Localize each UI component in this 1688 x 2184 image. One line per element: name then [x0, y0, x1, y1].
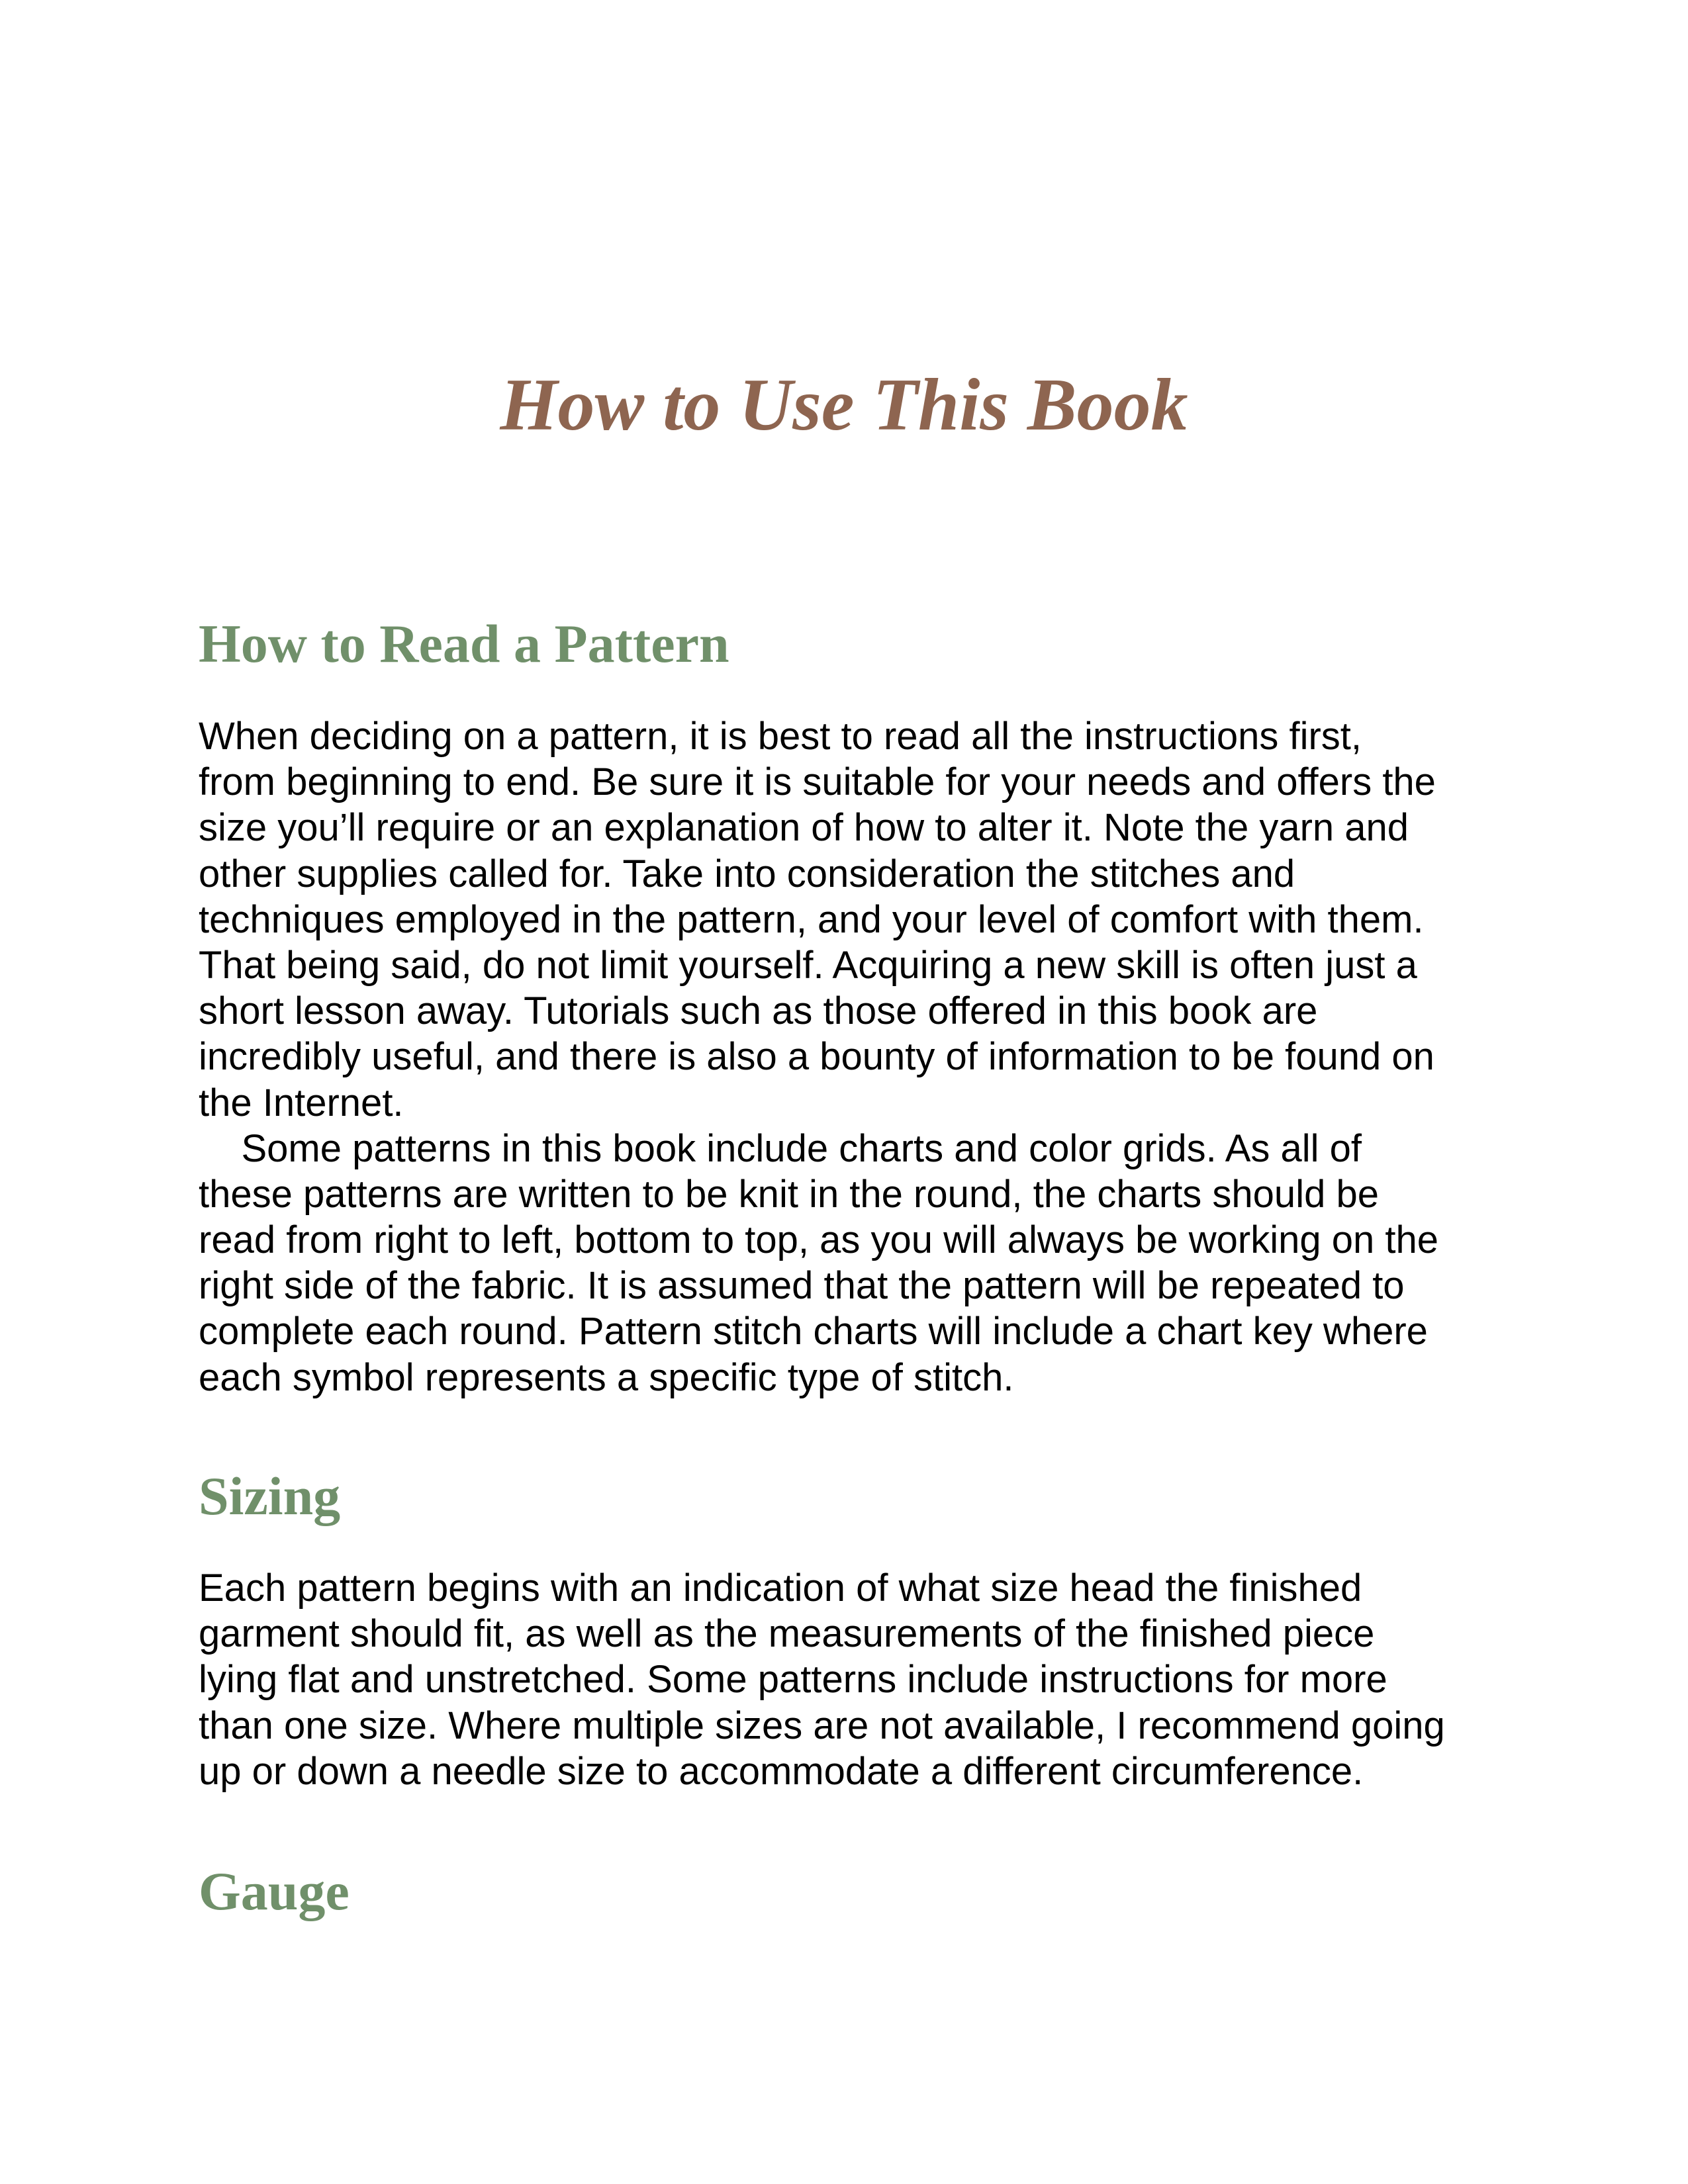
section-heading-sizing: Sizing — [199, 1466, 341, 1526]
text-line: each symbol represents a specific type of stitch. — [199, 1355, 1014, 1399]
section-body-read-pattern — [199, 713, 1438, 1400]
text-line: techniques employed in the pattern, and your level of comfort with them. — [199, 897, 1424, 941]
text-line: read from right to left, bottom to top, as you will always be working on the — [199, 1218, 1439, 1262]
text-line: other supplies called for. Take into consideration the stitches and — [199, 852, 1295, 895]
text-line: up or down a needle size to accommodate a different circumference. — [199, 1749, 1364, 1793]
text-line: complete each round. Pattern stitch charts will include a chart key where — [199, 1310, 1428, 1353]
text-line: short lesson away. Tutorials such as those offered in this book are — [199, 989, 1318, 1033]
text-line: than one size. Where multiple sizes are not available, I recommend going — [199, 1704, 1445, 1747]
section-body-sizing — [199, 1565, 1445, 1794]
section-heading-gauge: Gauge — [199, 1861, 350, 1921]
text-line: Each pattern begins with an indication of what size head the finished — [199, 1567, 1362, 1610]
text-line: these patterns are written to be knit in the round, the charts should be — [199, 1172, 1379, 1216]
text-line: That being said, do not limit yourself. Acquiring a new skill is often just a — [199, 943, 1417, 987]
text-line: right side of the fabric. It is assumed that the pattern will be repeated to — [199, 1264, 1405, 1308]
text-line: the Internet. — [199, 1081, 404, 1124]
text-line: garment should fit, as well as the measurements of the finished piece — [199, 1612, 1375, 1656]
text-line: incredibly useful, and there is also a bounty of information to be found on — [199, 1035, 1434, 1079]
text-line: from beginning to end. Be sure it is suitable for your needs and offers the — [199, 760, 1436, 804]
section-heading-read-pattern: How to Read a Pattern — [199, 614, 729, 674]
page-title: How to Use This Book — [500, 364, 1188, 446]
text-line: When deciding on a pattern, it is best to read all the instructions first, — [199, 715, 1362, 758]
text-line: Some patterns in this book include charts and color grids. As all of — [199, 1126, 1362, 1170]
text-line: size you’ll require or an explanation of how to alter it. Note the yarn and — [199, 806, 1409, 850]
text-line: lying flat and unstretched. Some patterns include instructions for more — [199, 1658, 1387, 1702]
